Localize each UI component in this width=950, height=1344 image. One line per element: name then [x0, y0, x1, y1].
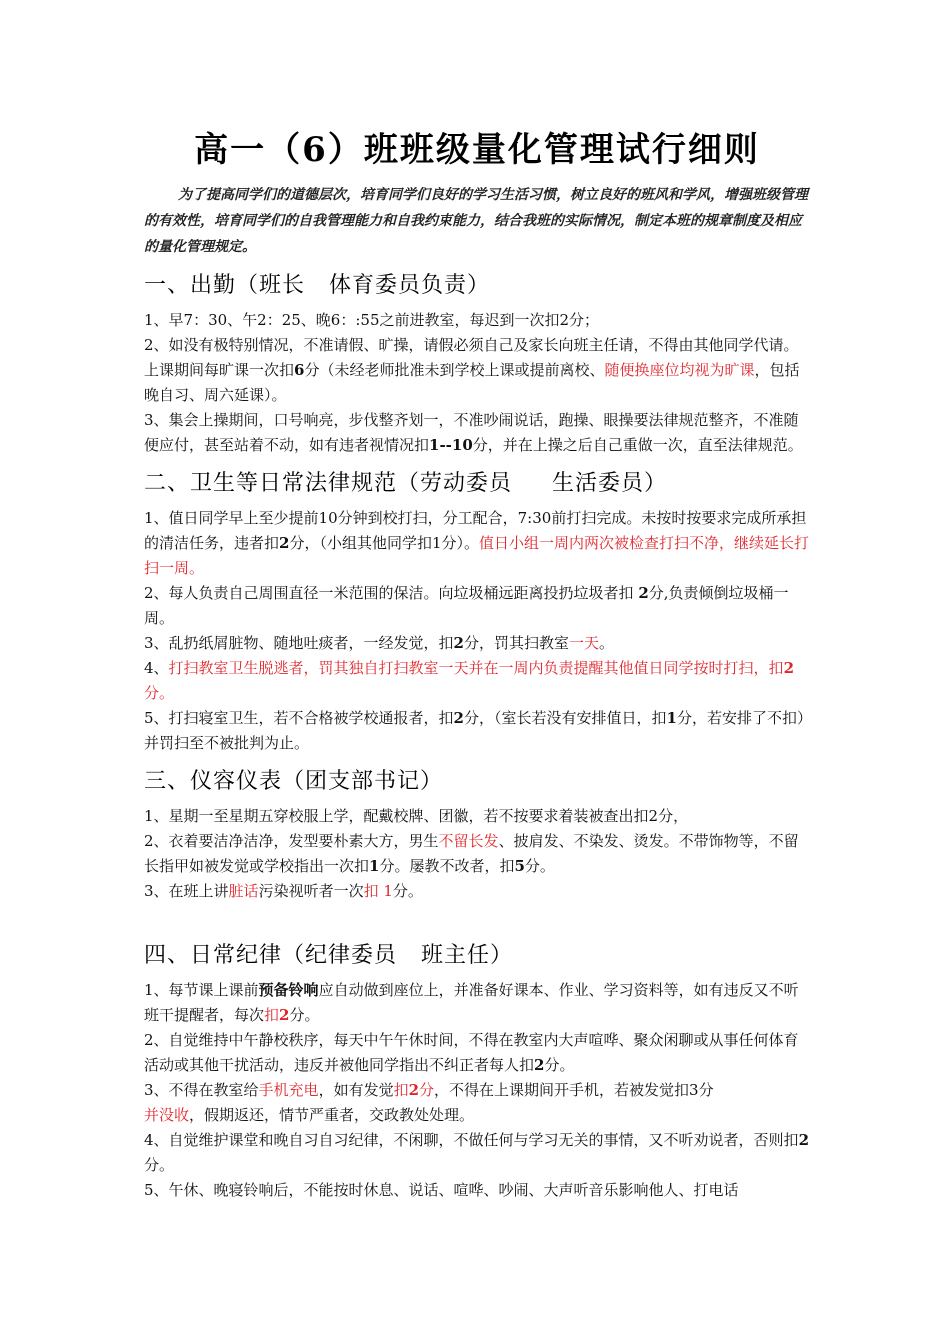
- text-run: 2: [798, 1131, 809, 1149]
- text-run: 1: [369, 857, 380, 875]
- text-run: 3、不得在教室给: [144, 1081, 259, 1099]
- highlighted-text: 2: [279, 1006, 290, 1024]
- highlighted-text: 分。: [144, 684, 175, 702]
- text-run: 分。: [289, 1006, 320, 1024]
- text-run: 2、如没有极特别情况，不准请假、旷操，请假必须自己及家长向班主任请，不得由其他同学代请。上课期间每旷课一次扣: [144, 336, 799, 379]
- text-run: 、披肩发、不染发、烫发。不带饰物等，不留长指甲如被发觉或学校指出一次扣: [144, 832, 799, 875]
- text-run: ，假期返还，情节严重者，交政教处处理。: [189, 1106, 475, 1124]
- text-run: 分，（小组其他同学扣1分）。: [289, 534, 479, 552]
- rule-paragraph: [144, 1178, 810, 1203]
- section-heading: 一、出勤（班长 体育委员负责）: [144, 273, 490, 298]
- text-run: 分。: [524, 857, 555, 875]
- rule-paragraph: [144, 631, 810, 656]
- text-run: 分，若安排了不扣）并罚扫至不被批判为止。: [144, 709, 805, 752]
- rule-paragraph: [144, 829, 810, 879]
- highlighted-text: 扣 1: [363, 882, 393, 900]
- text-run: 4、自觉维护课堂和晚自习自习纪律，不闲聊，不做任何与学习无关的事情，又不听劝说者，否则扣: [144, 1131, 799, 1149]
- section-heading: 二、卫生等日常法律规范（劳动委员 生活委员）: [144, 471, 667, 496]
- intro-paragraph: 为了提高同学们的道德层次，培育同学们良好的学习生活习惯，树立良好的班风和学风，增强班级管理的有效性，培育同学们的自我管理能力和自我约束能力，结合我班的实际情况，制定本班的规章制度及相应的量化管理规定。: [144, 187, 808, 255]
- text-run: 3、乱扔纸屑脏物、随地吐痰者，一经发觉，扣: [144, 634, 454, 652]
- text-run: 分，罚其扫教室: [463, 634, 569, 652]
- text-run: 2、衣着要洁净洁净，发型要朴素大方，男生: [144, 832, 439, 850]
- text-run: 2、每人负责自己周围直径一米范围的保洁。向垃圾桶远距离投扔垃圾者扣: [144, 584, 639, 602]
- highlighted-text: 扣: [393, 1081, 409, 1099]
- document-title: 高一（6）班班级量化管理试行细则: [194, 130, 760, 170]
- highlighted-text: 并没收: [144, 1106, 190, 1124]
- text-run: 3、集会上操期间，口号响亮，步伐整齐划一，不准吵闹说话，跑操、眼操要法律规范整齐，不准随便应付，甚至站着不动，如有违者视情况扣: [144, 411, 799, 454]
- highlighted-text: 2: [408, 1081, 420, 1099]
- text-run: 4、: [144, 659, 169, 677]
- rule-paragraph: [144, 308, 810, 333]
- rule-paragraph: [144, 506, 810, 581]
- text-run: 5、打扫寝室卫生，若不合格被学校通报者，扣: [144, 709, 454, 727]
- text-run: 2: [534, 1056, 545, 1074]
- rule-paragraph: [144, 1128, 810, 1178]
- text-run: 预备铃响: [258, 981, 319, 999]
- text-run: 应自动做到座位上，并准备好课本、作业、学习资料等，如有违反又不听班干提醒者，每次: [144, 981, 799, 1024]
- highlighted-text: 随便换座位均视为旷课: [604, 361, 755, 379]
- text-run: 分。屡教不改者，扣: [379, 857, 515, 875]
- text-run: 2: [638, 584, 649, 602]
- text-run: 1、星期一至星期五穿校服上学，配戴校牌、团徽，若不按要求着装被查出扣2分，: [144, 807, 689, 825]
- rule-paragraph: [144, 1078, 810, 1128]
- text-run: 1--10: [429, 436, 473, 454]
- text-run: 5: [514, 857, 525, 875]
- text-run: 。: [599, 634, 615, 652]
- text-run: ，包括晚自习、周六延课）。: [144, 361, 800, 404]
- highlighted-text: 不留长发: [438, 832, 499, 850]
- text-run: 1: [666, 709, 677, 727]
- highlighted-text: 手机充电: [258, 1081, 319, 1099]
- text-run: 分（未经老师批准未到学校上课或提前离校、: [304, 361, 605, 379]
- text-run: 分。: [392, 882, 423, 900]
- section-heading: 三、仪容仪表（团支部书记）: [144, 769, 444, 794]
- rule-paragraph: [144, 581, 810, 631]
- rule-paragraph: [144, 333, 810, 408]
- text-run: 分，并在上操之后自己重做一次，直至法律规范。: [472, 436, 803, 454]
- text-run: 5、午休、晚寝铃响后，不能按时休息、说话、喧哗、吵闹、大声听音乐影响他人、打电话: [144, 1181, 739, 1199]
- rule-paragraph: [144, 804, 810, 829]
- text-run: 分，（室长若没有安排值日，扣: [463, 709, 667, 727]
- text-run: ，不得在上课期间开手机，若被发觉扣3分: [434, 1081, 714, 1099]
- rule-paragraph: [144, 656, 810, 706]
- rule-paragraph: [144, 408, 810, 458]
- highlighted-text: 分: [419, 1081, 435, 1099]
- text-run: 分,负责倾倒垃圾桶一周。: [144, 584, 789, 627]
- text-run: 2: [453, 709, 464, 727]
- text-run: 6: [294, 361, 305, 379]
- text-run: 污染视听者一次: [258, 882, 364, 900]
- text-run: 2: [279, 534, 290, 552]
- text-run: 2: [453, 634, 464, 652]
- highlighted-text: 脏话: [228, 882, 259, 900]
- rule-paragraph: [144, 1028, 810, 1078]
- text-run: 1、早7：30、午2：25、晚6：:55之前进教室，每迟到一次扣2分；: [144, 311, 600, 329]
- text-run: 1、每节课上课前: [144, 981, 259, 999]
- highlighted-text: 一天: [569, 634, 600, 652]
- highlighted-text: 值日小组一周内两次被检查打扫不净，继续延长打扫一周。: [144, 534, 810, 577]
- highlighted-text: 2: [783, 659, 794, 677]
- section-heading: 四、日常纪律（纪律委员 班主任）: [144, 943, 513, 968]
- sections-container: [144, 270, 810, 1203]
- highlighted-text: 打扫教室卫生脱逃者，罚其独自打扫教室一天并在一周内负责提醒其他值日同学按时打扫，扣: [168, 659, 784, 677]
- highlighted-text: 扣: [264, 1006, 280, 1024]
- rule-paragraph: [144, 879, 810, 904]
- text-run: ，如有发觉: [318, 1081, 394, 1099]
- text-run: 2、自觉维持中午静校秩序，每天中午午休时间，不得在教室内大声喧哗、聚众闲聊或从事任何体育活动或其他干扰活动，违反并被他同学指出不纠正者每人扣: [144, 1031, 799, 1074]
- text-run: 1、值日同学早上至少提前10分钟到校打扫，分工配合，7:30前打扫完成。未按时按要求完成所承担的清洁任务，违者扣: [144, 509, 807, 552]
- text-run: 分。: [144, 1156, 175, 1174]
- rule-paragraph: [144, 706, 810, 756]
- rule-paragraph: [144, 978, 810, 1028]
- text-run: 3、在班上讲: [144, 882, 229, 900]
- text-run: 分。: [544, 1056, 575, 1074]
